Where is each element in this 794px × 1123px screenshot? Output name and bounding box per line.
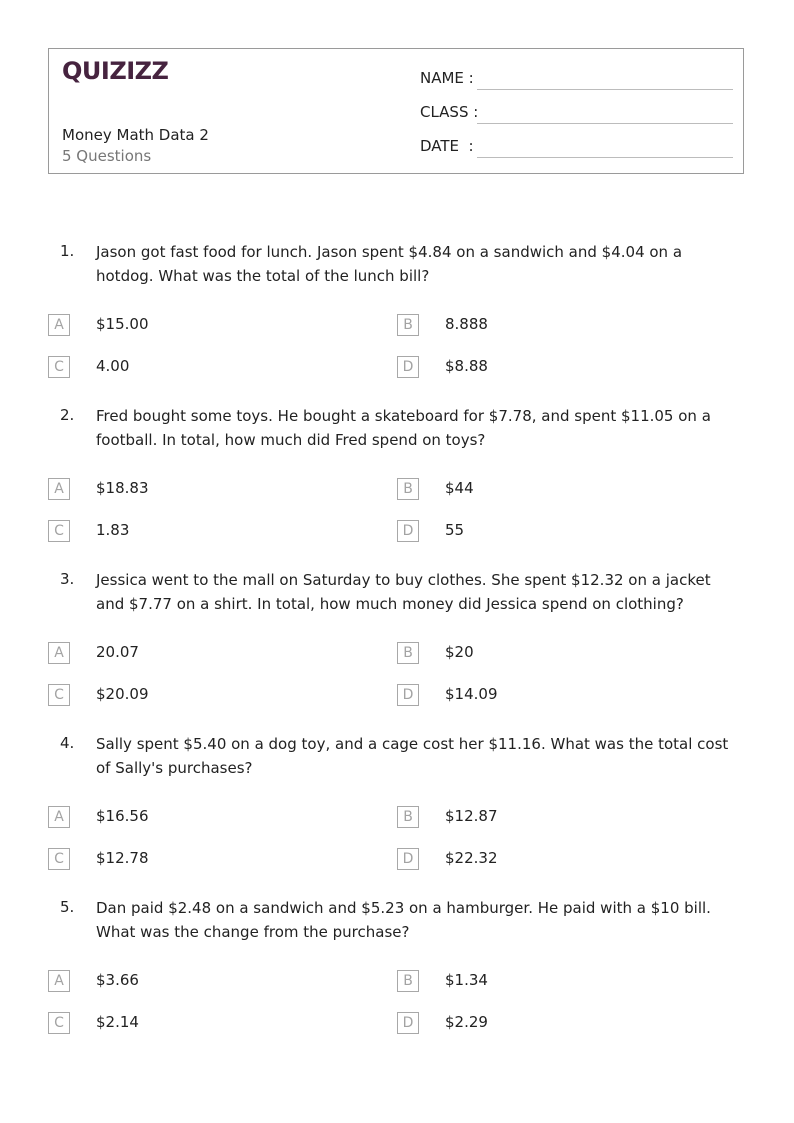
option-d-box[interactable]: D (397, 848, 419, 870)
option-a-box[interactable]: A (48, 314, 70, 336)
question-text: Dan paid $2.48 on a sandwich and $5.23 on a hamburger. He paid with a $10 bill. What was the change from the purchase? (96, 899, 711, 941)
option-d-text: $14.09 (445, 685, 498, 703)
option-a-box[interactable]: A (48, 970, 70, 992)
question-number: 5. (60, 898, 75, 916)
option-b-box[interactable]: B (397, 642, 419, 664)
option-d-text: 55 (445, 521, 465, 539)
option-b-box[interactable]: B (397, 806, 419, 828)
option-d-text: $2.29 (445, 1013, 488, 1031)
option-d-box[interactable]: D (397, 684, 419, 706)
option-c-text: $2.14 (96, 1013, 139, 1031)
option-a-box[interactable]: A (48, 806, 70, 828)
option-c-text: $12.78 (96, 849, 149, 867)
option-b-box[interactable]: B (397, 314, 419, 336)
option-d-text: $22.32 (445, 849, 498, 867)
option-c-text: 1.83 (96, 521, 130, 539)
question-number: 2. (60, 406, 75, 424)
option-b-text: $44 (445, 479, 474, 497)
quizizz-logo: QUIZIZZ (62, 57, 169, 85)
option-a-text: $16.56 (96, 807, 149, 825)
question-text: Fred bought some toys. He bought a skateboard for $7.78, and spent $11.05 on a football. In total, how much did Fred spend on toys? (96, 407, 711, 449)
option-c-box[interactable]: C (48, 684, 70, 706)
option-c-box[interactable]: C (48, 520, 70, 542)
class-line[interactable] (477, 123, 733, 124)
name-line[interactable] (477, 89, 733, 90)
option-c-box[interactable]: C (48, 356, 70, 378)
option-d-text: $8.88 (445, 357, 488, 375)
question-text: Jessica went to the mall on Saturday to buy clothes. She spent $12.32 on a jacket and $7.77 on a shirt. In total, how much money did Jessica spend on clothing? (96, 571, 711, 613)
question-text: Sally spent $5.40 on a dog toy, and a cage cost her $11.16. What was the total cost of Sally's purchases? (96, 735, 729, 777)
option-c-text: 4.00 (96, 357, 130, 375)
option-d-box[interactable]: D (397, 1012, 419, 1034)
class-field[interactable] (420, 103, 733, 125)
date-field[interactable] (420, 137, 733, 159)
option-b-text: $12.87 (445, 807, 498, 825)
option-a-text: $18.83 (96, 479, 149, 497)
option-b-text: 8.888 (445, 315, 488, 333)
question-number: 4. (60, 734, 75, 752)
option-a-text: 20.07 (96, 643, 139, 661)
question-number: 1. (60, 242, 75, 260)
option-a-text: $3.66 (96, 971, 139, 989)
worksheet-title: Money Math Data 2 (62, 126, 209, 144)
name-label: NAME : (420, 69, 474, 87)
option-b-box[interactable]: B (397, 478, 419, 500)
option-a-text: $15.00 (96, 315, 149, 333)
date-line[interactable] (477, 157, 733, 158)
name-field[interactable] (420, 69, 733, 91)
option-b-text: $20 (445, 643, 474, 661)
option-c-box[interactable]: C (48, 848, 70, 870)
option-c-box[interactable]: C (48, 1012, 70, 1034)
option-a-box[interactable]: A (48, 478, 70, 500)
option-b-text: $1.34 (445, 971, 488, 989)
option-c-text: $20.09 (96, 685, 149, 703)
date-label: DATE : (420, 137, 474, 155)
option-b-box[interactable]: B (397, 970, 419, 992)
worksheet-question-count: 5 Questions (62, 147, 152, 165)
question-number: 3. (60, 570, 75, 588)
worksheet-header (48, 48, 744, 174)
option-d-box[interactable]: D (397, 520, 419, 542)
option-a-box[interactable]: A (48, 642, 70, 664)
option-d-box[interactable]: D (397, 356, 419, 378)
question-text: Jason got fast food for lunch. Jason spent $4.84 on a sandwich and $4.04 on a hotdog. What was the total of the lunch bill? (96, 243, 683, 285)
class-label: CLASS : (420, 103, 479, 121)
